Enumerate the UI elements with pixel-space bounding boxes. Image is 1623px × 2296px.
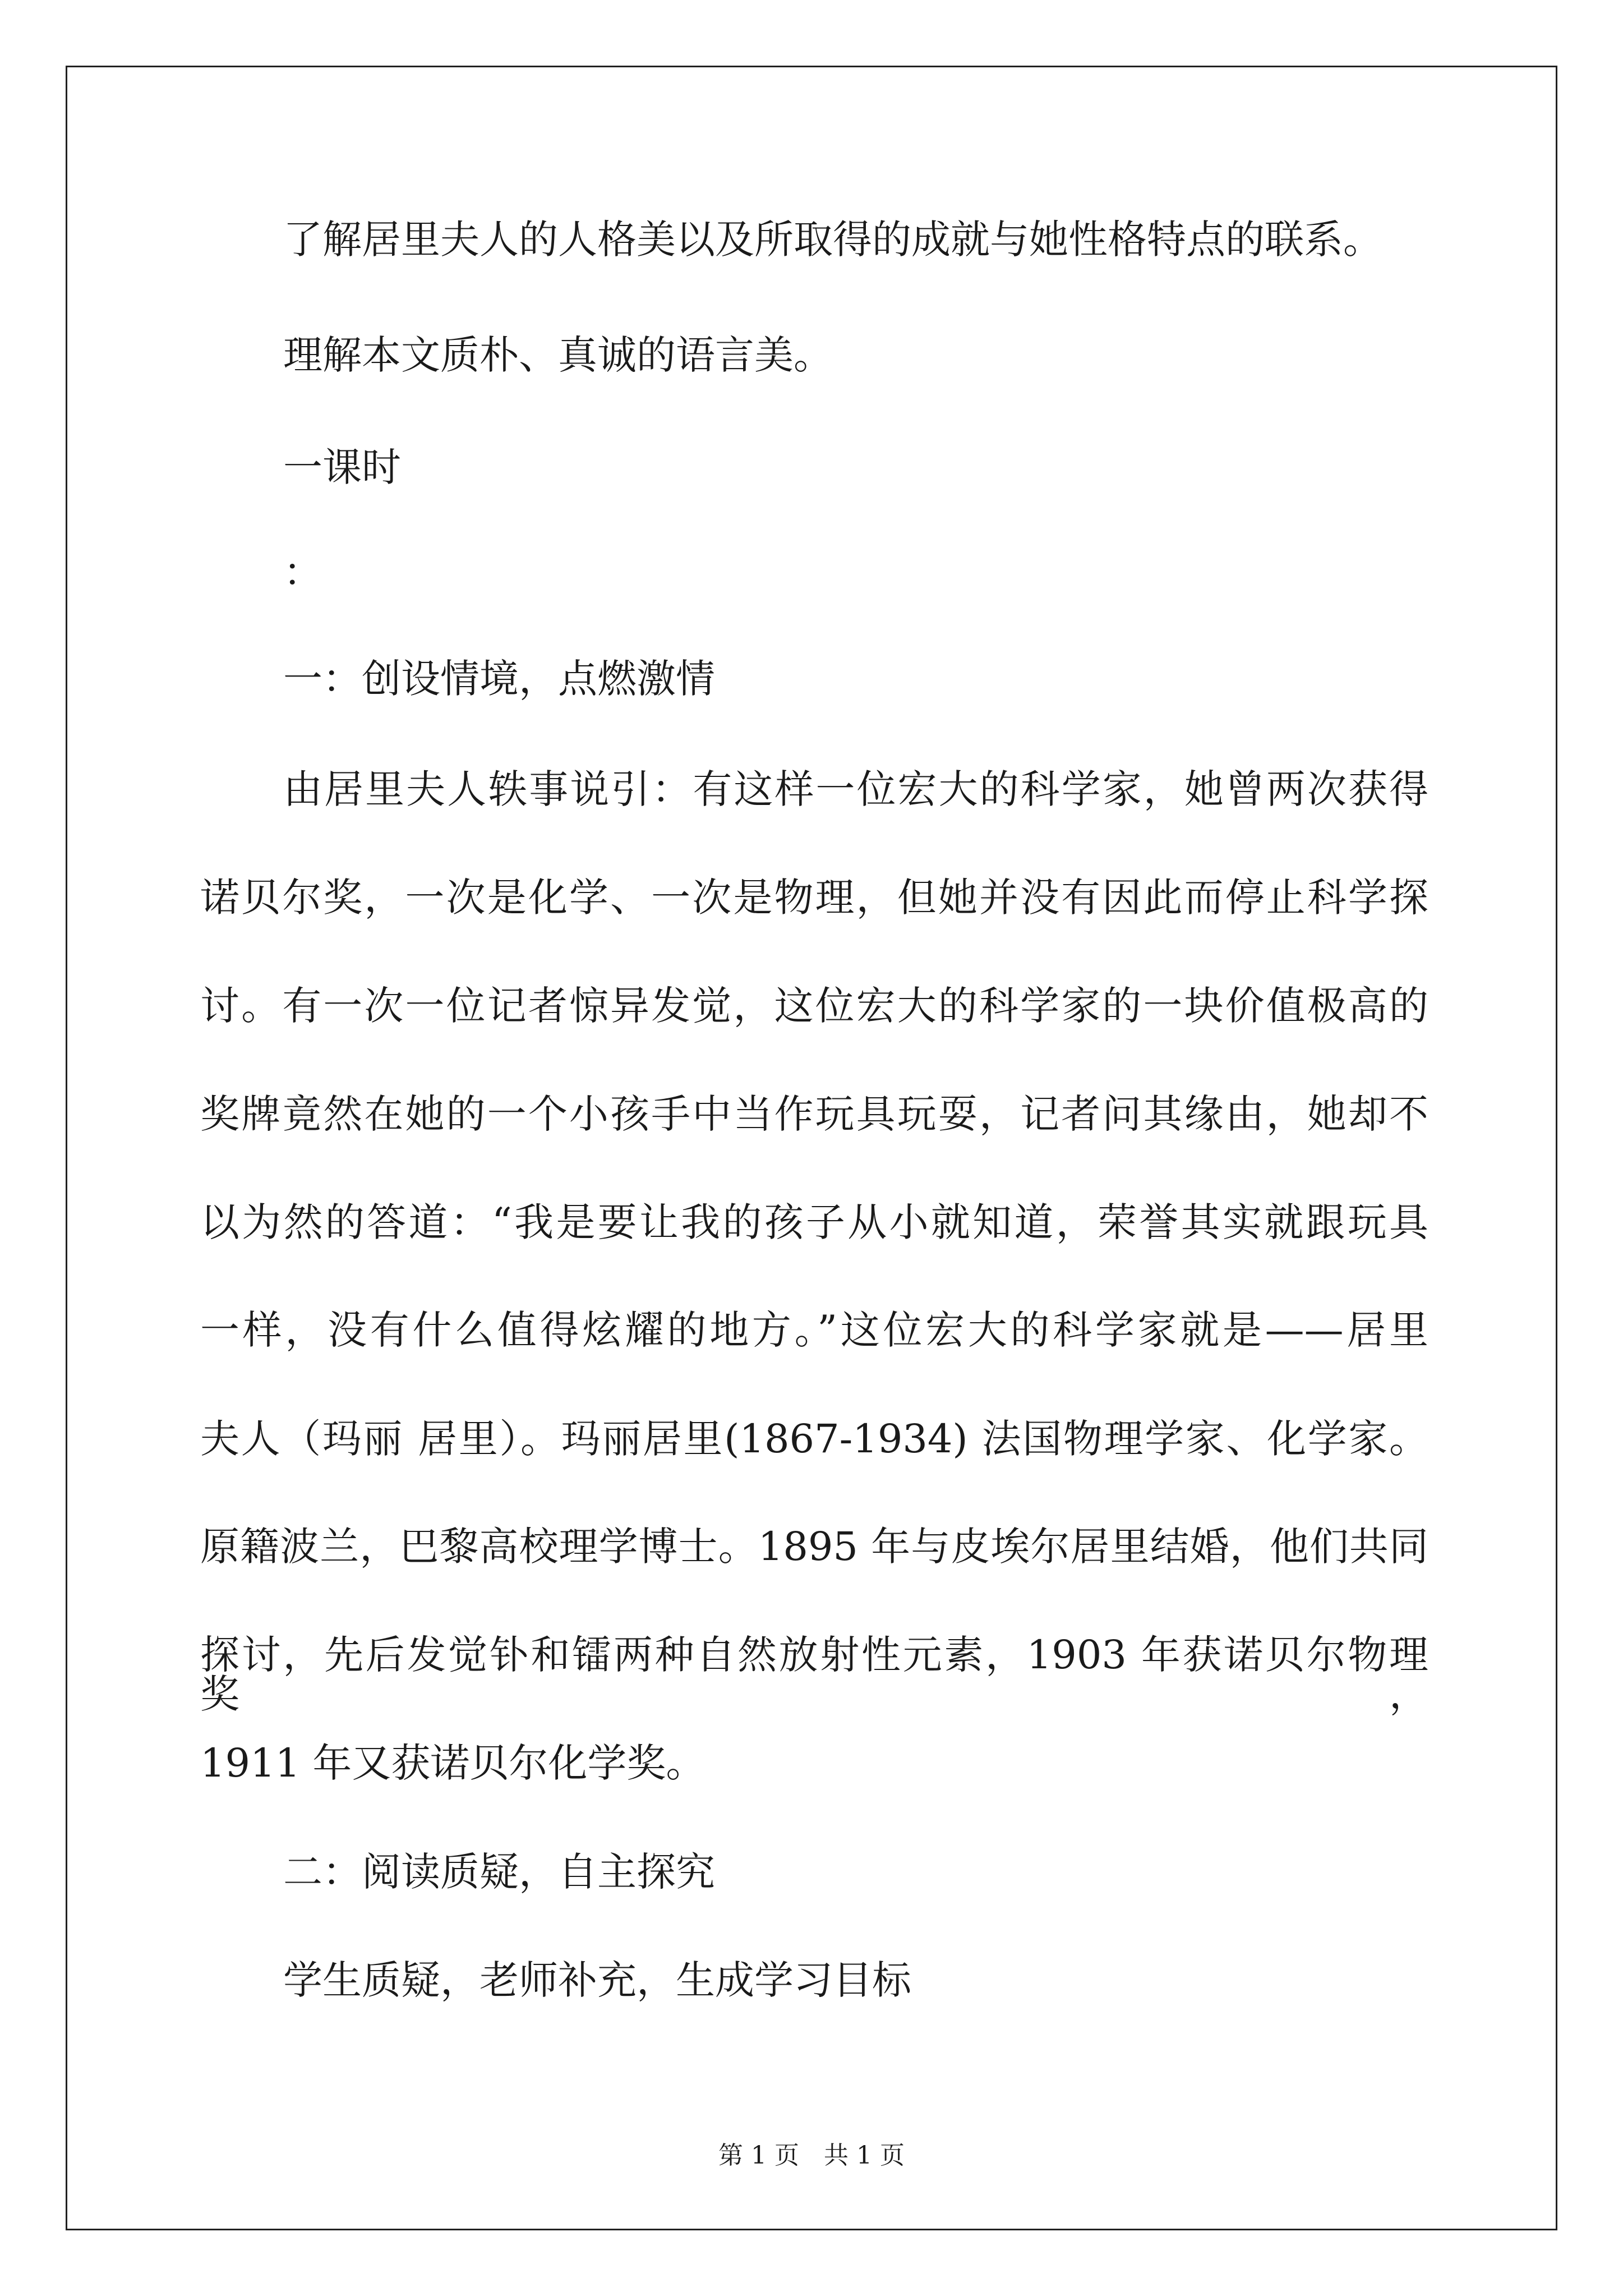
section-heading: 一：创设情境，点燃激情 — [283, 656, 715, 702]
paragraph-line: 探讨，先后发觉钋和镭两种自然放射性元素，1903 年获诺贝尔物理奖， — [200, 1632, 1428, 1717]
paragraph-line: 了解居里夫人的人格美以及所取得的成就与她性格特点的联系。 — [283, 217, 1382, 263]
paragraph-line: 一样，没有什么值得炫耀的地方。”这位宏大的科学家就是——居里 — [200, 1307, 1428, 1353]
paragraph-line: 一课时 — [283, 444, 401, 490]
paragraph-line: 由居里夫人轶事说引：有这样一位宏大的科学家，她曾两次获得 — [283, 766, 1428, 812]
page-number-footer: 第 1 页 共 1 页 — [718, 2141, 905, 2170]
paragraph-line: 1911 年又获诺贝尔化学奖。 — [200, 1740, 706, 1786]
paragraph-line: 讨。有一次一位记者惊异发觉，这位宏大的科学家的一块价值极高的 — [200, 983, 1428, 1029]
paragraph-line: ： — [283, 549, 322, 595]
paragraph-line: 夫人（玛丽 居里）。玛丽居里(1867-1934) 法国物理学家、化学家。 — [200, 1416, 1428, 1462]
paragraph-line: 以为然的答道：“我是要让我的孩子从小就知道，荣誉其实就跟玩具 — [200, 1199, 1428, 1245]
paragraph-line: 诺贝尔奖，一次是化学、一次是物理，但她并没有因此而停止科学探 — [200, 875, 1428, 921]
paragraph-line: 学生质疑，老师补充，生成学习目标 — [283, 1957, 911, 2003]
paragraph-line: 理解本文质朴、真诚的语言美。 — [283, 332, 833, 378]
page-border — [66, 66, 1557, 2230]
paragraph-line: 奖牌竟然在她的一个小孩手中当作玩具玩耍，记者问其缘由，她却不 — [200, 1091, 1428, 1137]
paragraph-line: 原籍波兰，巴黎高校理学博士。1895 年与皮埃尔居里结婚，他们共同 — [200, 1524, 1428, 1570]
section-heading: 二：阅读质疑，自主探究 — [283, 1849, 715, 1895]
